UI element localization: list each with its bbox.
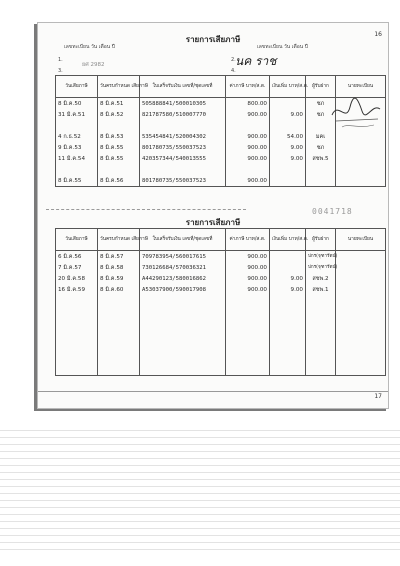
cell-extra: 9.00	[270, 273, 306, 284]
cell-tax: 900.00	[226, 284, 270, 295]
cell-tax: 900.00	[226, 262, 270, 273]
cell-tax: 900.00	[226, 131, 270, 142]
line3-num: 3.	[58, 68, 63, 74]
cell-due: 8 มิ.ค.55	[98, 153, 140, 164]
cell-receipt: 420357344/540013555	[140, 153, 226, 164]
cell-extra: 9.00	[270, 153, 306, 164]
cell-paid: 8 มิ.ค.50	[56, 98, 98, 110]
cell-paid: 31 มิ.ค.51	[56, 109, 98, 120]
col-receipt: ใบเสร็จรับเงิน เลขที่/ชุดเลขที่	[140, 229, 226, 251]
cell-receiver: สชพ.1	[306, 284, 336, 295]
cell-paid: 4 ก.ธ.52	[56, 131, 98, 142]
table-row	[56, 273, 386, 284]
col-tax: ค่าภาษี บาท/ส.ต.	[226, 229, 270, 251]
col-extra: เงินเพิ่ม บาท/ส.ต.	[270, 229, 306, 251]
stamp-number: 0041718	[312, 207, 353, 216]
cell-receiver: ชภ	[306, 109, 336, 120]
col-due-date: วันครบกำหนด เสียภาษี	[98, 76, 140, 98]
cell-due: 8 มิ.ค.58	[98, 262, 140, 273]
cell-receipt: 535454841/520004302	[140, 131, 226, 142]
cell-receiver: มคเ	[306, 131, 336, 142]
cell-extra: 9.00	[270, 142, 306, 153]
line1-num: 1.	[58, 57, 63, 63]
table-row	[56, 262, 386, 273]
cell-paid: 16 มิ.ค.59	[56, 284, 98, 295]
cell-due: 8 มิ.ค.60	[98, 284, 140, 295]
cell-receipt: 505888841/500010305	[140, 98, 226, 110]
cell-due: 8 มิ.ค.56	[98, 175, 140, 187]
cell-tax: 800.00	[226, 98, 270, 110]
cell-registrar	[336, 142, 386, 153]
cell-receipt: 821787580/510007770	[140, 109, 226, 120]
col-registrar: นายทะเบียน	[336, 76, 386, 98]
cell-extra	[270, 98, 306, 110]
cell-receiver: ชภ	[306, 98, 336, 110]
cell-due: 8 มิ.ค.53	[98, 131, 140, 142]
table-row	[56, 251, 386, 263]
table-row	[56, 142, 386, 153]
line4-num: 4.	[231, 68, 236, 74]
cell-due: 8 มิ.ค.51	[98, 98, 140, 110]
cell-paid: 20 มิ.ค.58	[56, 273, 98, 284]
table-row	[56, 284, 386, 295]
cell-receipt: 709783954/560017615	[140, 251, 226, 263]
col-registrar: นายทะเบียน	[336, 229, 386, 251]
col-extra: เงินเพิ่ม บาท/ส.ต.	[270, 76, 306, 98]
tax-table-2	[55, 228, 386, 376]
cell-paid: 6 มิ.ค.56	[56, 251, 98, 263]
cell-paid: 8 มิ.ค.55	[56, 175, 98, 187]
table-row	[56, 153, 386, 164]
line2-num: 2.	[231, 57, 236, 63]
cell-tax: 900.00	[226, 109, 270, 120]
cell-extra: 9.00	[270, 284, 306, 295]
section-separator	[46, 209, 246, 210]
cell-extra	[270, 262, 306, 273]
cell-receiver	[306, 175, 336, 187]
cell-registrar	[336, 284, 386, 295]
ruled-lines	[0, 430, 400, 556]
cell-registrar	[336, 262, 386, 273]
cell-receipt: A53037900/590017908	[140, 284, 226, 295]
cell-registrar	[336, 153, 386, 164]
cell-paid: 11 มิ.ค.54	[56, 153, 98, 164]
cell-due: 8 มิ.ค.55	[98, 142, 140, 153]
cell-extra	[270, 175, 306, 187]
page-number-bottom: 17	[374, 393, 382, 400]
cell-receipt: A44290123/580016862	[140, 273, 226, 284]
cell-paid: 9 มิ.ค.53	[56, 142, 98, 153]
cell-receipt: 801780735/550037523	[140, 175, 226, 187]
cell-extra: 54.00	[270, 131, 306, 142]
bottom-rule	[38, 391, 388, 392]
col-due-date: วันครบกำหนด เสียภาษี	[98, 229, 140, 251]
cell-tax: 900.00	[226, 251, 270, 263]
page-number-top: 16	[374, 31, 382, 38]
cell-receiver: ปกร(จุฑารัตน์)	[306, 262, 336, 273]
cell-due: 8 มิ.ค.57	[98, 251, 140, 263]
cell-due: 8 มิ.ค.52	[98, 109, 140, 120]
cell-registrar	[336, 251, 386, 263]
col-tax: ค่าภาษี บาท/ส.ต.	[226, 76, 270, 98]
cell-extra	[270, 251, 306, 263]
col-paid-date: วันเสียภาษี	[56, 76, 98, 98]
cell-registrar	[336, 273, 386, 284]
cell-receiver: สชพ.5	[306, 153, 336, 164]
section2-title: รายการเสียภาษี	[185, 218, 241, 227]
registrar-signature	[328, 93, 386, 133]
cell-tax: 900.00	[226, 273, 270, 284]
cell-receiver: สชพ.2	[306, 273, 336, 284]
line2-handwritten-value: นค ราช	[235, 54, 277, 68]
cell-tax: 900.00	[226, 175, 270, 187]
cell-receiver: ชภ	[306, 142, 336, 153]
line1-value: ยศ 2982	[82, 62, 105, 68]
cell-receipt: 801780735/550037523	[140, 142, 226, 153]
section1-title: รายการเสียภาษี	[185, 35, 241, 44]
cell-extra: 9.00	[270, 109, 306, 120]
section1-header-right: เลขทะเบียน วัน เดือน ปี	[257, 44, 308, 50]
col-paid-date: วันเสียภาษี	[56, 229, 98, 251]
cell-tax: 900.00	[226, 153, 270, 164]
col-receiver: ผู้รับฝาก	[306, 229, 336, 251]
cell-receipt: 730126684/570036321	[140, 262, 226, 273]
cell-tax: 900.00	[226, 142, 270, 153]
cell-registrar	[336, 175, 386, 187]
document-page	[37, 22, 389, 409]
col-receiver: ผู้รับฝาก	[306, 76, 336, 98]
cell-receiver: ปกร(จุฑารัตน์)	[306, 251, 336, 263]
section1-header-left: เลขทะเบียน วัน เดือน ปี	[64, 44, 115, 50]
cell-due: 8 มิ.ค.59	[98, 273, 140, 284]
cell-paid: 7 มิ.ค.57	[56, 262, 98, 273]
table-row	[56, 175, 386, 187]
col-receipt: ใบเสร็จรับเงิน เลขที่/ชุดเลขที่	[140, 76, 226, 98]
